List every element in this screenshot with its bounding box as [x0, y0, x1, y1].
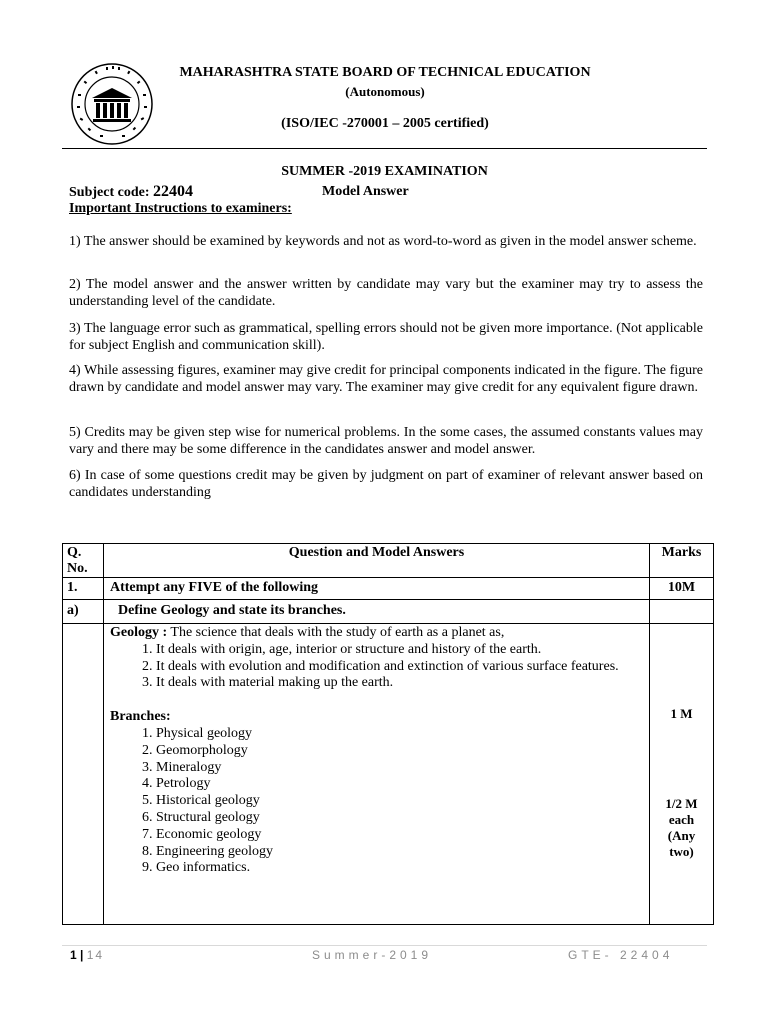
board-name: MAHARASHTRA STATE BOARD OF TECHNICAL EDUCATION — [179, 65, 591, 80]
q1-marks: 10M — [650, 578, 714, 600]
header-question: Question and Model Answers — [104, 544, 650, 578]
list-item: 8. Engineering geology — [156, 844, 643, 861]
list-item: 2. Geomorphology — [156, 743, 643, 760]
geology-definition: Geology : The science that deals with the study of earth as a planet as, — [110, 625, 505, 640]
header-marks: Marks — [650, 544, 714, 578]
subject-code-value: 22404 — [153, 183, 193, 200]
q1-number: 1. — [63, 578, 104, 600]
list-item: 2. It deals with evolution and modification and extinction of various surface features. — [156, 659, 643, 676]
subject-code-label: Subject code: — [69, 185, 153, 200]
model-answer-label: Model Answer — [322, 184, 409, 199]
list-item: 6. Structural geology — [156, 810, 643, 827]
certification-label: (ISO/IEC -270001 – 2005 certified) — [281, 116, 489, 131]
footer-divider — [62, 945, 707, 946]
footer-page-number: 1 | 14 — [70, 948, 105, 962]
instructions-heading: Important Instructions to examiners: — [69, 201, 292, 216]
header-qno: Q. No. — [63, 544, 104, 578]
list-item: 9. Geo informatics. — [156, 860, 643, 877]
branches-heading: Branches: — [110, 709, 171, 725]
instruction-2: 2) The model answer and the answer written by candidate may vary but the examiner may try to assess the understanding level of the candidate. — [69, 277, 703, 309]
list-item: 3. It deals with material making up the earth. — [156, 675, 643, 692]
answer-marks-cell — [650, 624, 714, 925]
marks-branches: 1/2 M each (Any two) — [665, 796, 698, 859]
table-row-qa — [63, 600, 714, 624]
answer-qno-cell — [63, 624, 104, 925]
question-answer-table — [62, 543, 714, 925]
q1-text: Attempt any FIVE of the following — [104, 578, 650, 600]
instruction-6: 6) In case of some questions credit may be given by judgment on part of examiner of relevant answer based on candidates understanding — [69, 468, 703, 500]
instruction-5: 5) Credits may be given step wise for numerical problems. In the some cases, the assumed constants values may vary and there may be some difference in the candidates answer and model answer. — [69, 425, 703, 457]
qa-marks — [650, 600, 714, 624]
instruction-1: 1) The answer should be examined by keywords and not as word-to-word as given in the model answer scheme. — [69, 234, 697, 249]
branches-list — [110, 726, 643, 877]
list-item: 7. Economic geology — [156, 827, 643, 844]
list-item: 5. Historical geology — [156, 793, 643, 810]
exam-title: SUMMER -2019 EXAMINATION — [281, 164, 488, 179]
header-divider — [62, 148, 707, 149]
instruction-4: 4) While assessing figures, examiner may give credit for principal components indicated in the figure. The figure drawn by candidate and model answer may vary. The examiner may give credit for any equivalent figure drawn. — [69, 363, 703, 395]
footer-subject-code: GTE- 22404 — [568, 948, 674, 962]
list-item: 1. It deals with origin, age, interior or structure and history of the earth. — [156, 642, 643, 659]
qa-text: Define Geology and state its branches. — [104, 600, 650, 624]
marks-definition: 1 M — [670, 706, 693, 721]
list-item: 3. Mineralogy — [156, 760, 643, 777]
list-item: 1. Physical geology — [156, 726, 643, 743]
instruction-3: 3) The language error such as grammatical, spelling errors should not be given more importance. (Not applicable for subject English and communication skill). — [69, 321, 703, 353]
table-row-answer — [63, 624, 714, 925]
geology-points-list — [110, 642, 643, 692]
list-item: 4. Petrology — [156, 776, 643, 793]
msbte-logo — [70, 62, 154, 146]
table-header-row — [63, 544, 714, 578]
answer-cell — [104, 624, 650, 925]
table-row-q1 — [63, 578, 714, 600]
qa-number: a) — [63, 600, 104, 624]
footer-exam-session: Summer-2019 — [312, 948, 433, 962]
autonomous-label: (Autonomous) — [345, 84, 425, 99]
subject-code-row — [69, 183, 193, 201]
